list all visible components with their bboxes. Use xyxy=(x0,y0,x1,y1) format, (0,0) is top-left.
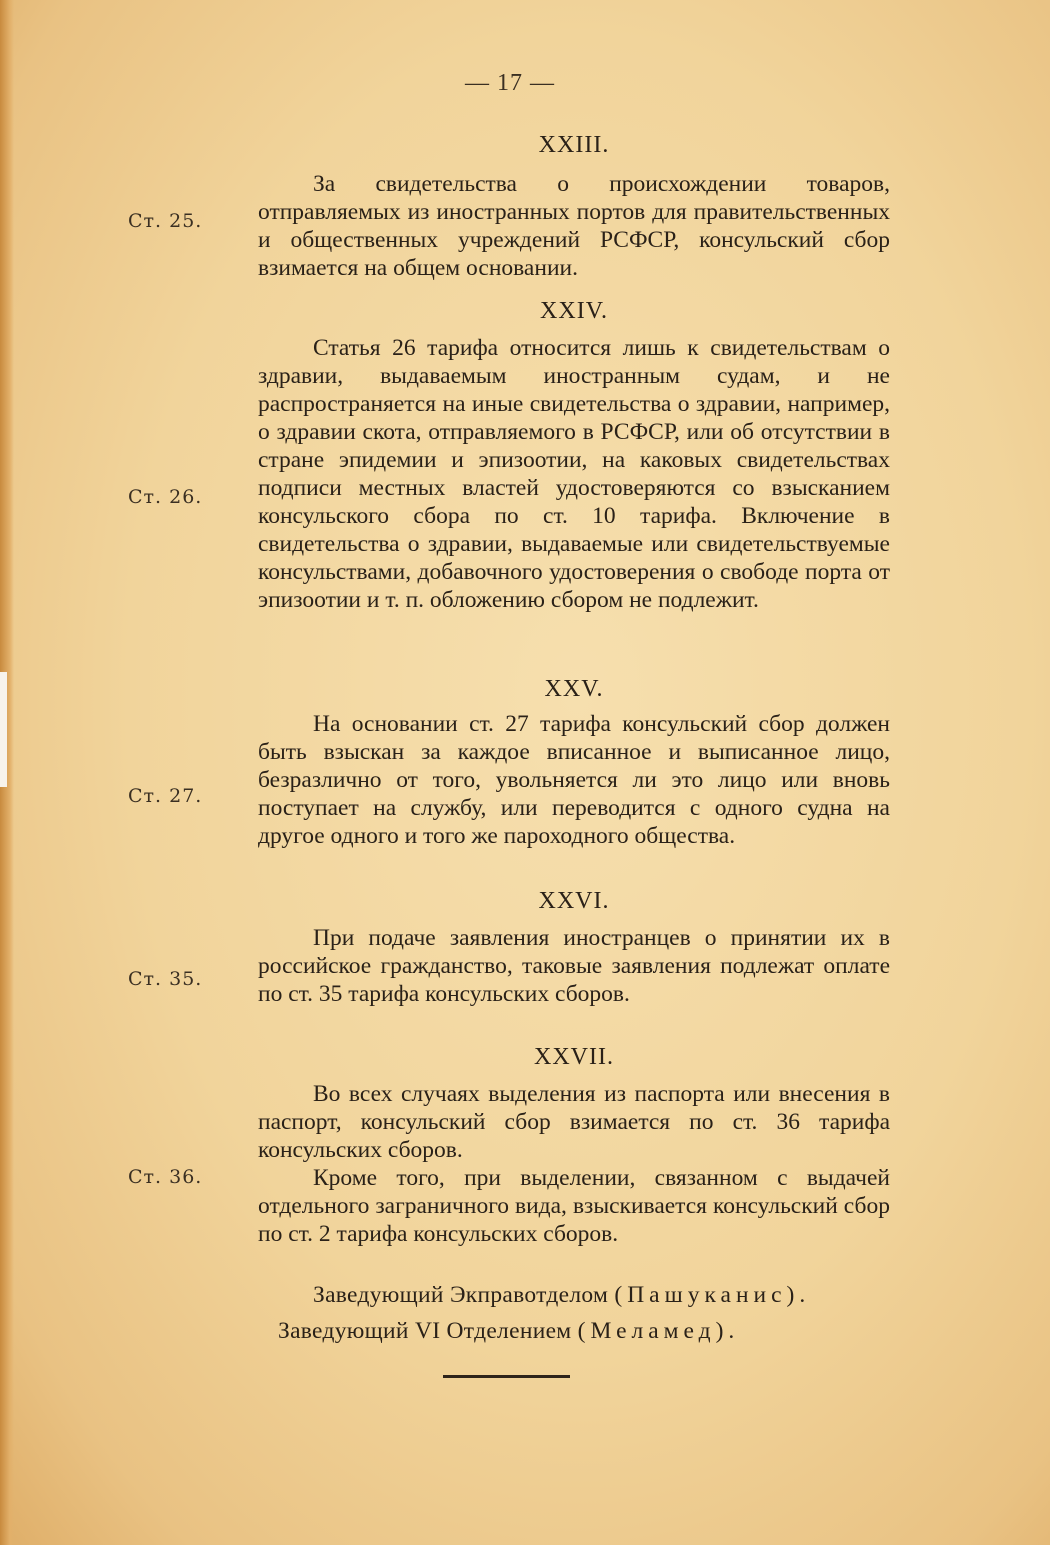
section-heading: XXIII. xyxy=(538,132,610,158)
signatory-title: Заведующий Экправотделом xyxy=(313,1282,609,1308)
section-heading: XXIV. xyxy=(540,298,608,324)
paragraph: При подаче заявления иностранцев о принятии их в российское гражданство, таковые заявления подлежат оплате по ст. 35 тарифа консульских сборов. xyxy=(258,925,890,1007)
margin-article-ref: Ст. 27. xyxy=(128,785,203,807)
paragraph: На основании ст. 27 тарифа консульский сбор должен быть взыскан за каждое вписанное и выписанное лицо, безразлично от того, увольняется ли это лицо или вновь поступает на службу, или переводится с одного судна на другое одного и того же пароходного общества. xyxy=(258,711,890,849)
signatory-name: (Пашуканис). xyxy=(614,1282,811,1308)
page-tear xyxy=(0,672,7,787)
paragraph: Статья 26 тарифа относится лишь к свидетельствам о здравии, выдаваемым иностранным судам, и не распространяется на иные свидетельства о здравии, например, о здравии скота, отправляемого в РСФСР, или об отсутствии в стране эпидемии и эпизоотии, на каковых свидетельствах подписи местных властей удостоверяются со взысканием консульского сбора по ст. 10 тарифа. Включение в свидетельства о здравии, выдаваемые или свидетельствуемые консульствами, добавочного удостоверения о свободе порта от эпизоотии и т. п. обложению сбором не подлежит. xyxy=(258,335,890,613)
section-body xyxy=(258,710,890,850)
section-body xyxy=(258,334,890,614)
section-body xyxy=(258,1080,890,1248)
signatory-name: (Меламед). xyxy=(577,1318,740,1344)
page-number: — 17 — xyxy=(465,70,555,96)
section-heading: XXVII. xyxy=(534,1044,614,1070)
margin-article-ref: Ст. 25. xyxy=(128,210,203,232)
paragraph: Кроме того, при выделении, связанном с выдачей отдельного заграничного вида, взыскивается консульский сбор по ст. 2 тарифа консульских сборов. xyxy=(258,1165,890,1247)
paragraph: За свидетельства о происхождении товаров, отправляемых из иностранных портов для правительственных и общественных учреждений РСФСР, консульский сбор взимается на общем основании. xyxy=(258,171,890,281)
signature-line xyxy=(278,1318,739,1345)
margin-article-ref: Ст. 26. xyxy=(128,486,203,508)
section-heading: XXVI. xyxy=(538,888,610,914)
margin-article-ref: Ст. 36. xyxy=(128,1166,203,1188)
paragraph: Во всех случаях выделения из паспорта или внесения в паспорт, консульский сбор взимается по ст. 36 тарифа консульских сборов. xyxy=(258,1081,890,1163)
closing-rule xyxy=(443,1375,570,1378)
section-heading: XXV. xyxy=(544,676,604,702)
section-body xyxy=(258,170,890,282)
section-body xyxy=(258,924,890,1008)
margin-article-ref: Ст. 35. xyxy=(128,968,203,990)
signature-line xyxy=(313,1282,810,1309)
signatory-title: Заведующий VI Отделением xyxy=(278,1318,572,1344)
